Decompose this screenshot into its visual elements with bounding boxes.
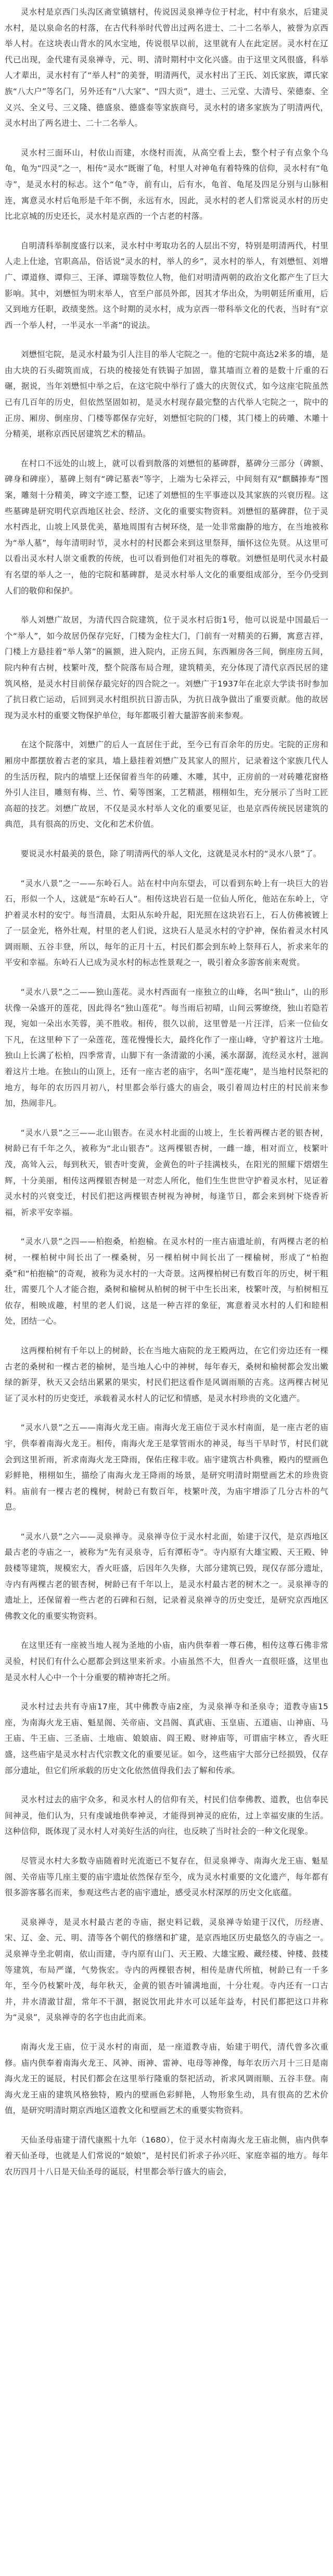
paragraph: “灵水八景”之六——灵泉禅寺。灵泉禅寺位于灵水村北面，始建于汉代，是京西地区最古老的寺庙之一，被称为“先有灵泉寺，后有潭柘寺”。寺内原有大雄宝殿、天王殿、钟鼓楼等建筑，规模宏大，香火旺盛，后因年久失修，大部分建筑已毁，现仅存部分遗址，寺内有两棵古老的银杏树，树龄已有千年以上，是灵水村最古老的树木之一。灵泉禅寺的遗址上，还保留着一些古老的石碑和石刻，记录着灵泉禅寺的历史变迁，是研究京西地区佛教文化的重要实物资料。	[5, 1531, 328, 1621]
paragraph: 尽管灵水村大多数寺庙随着时光流逝已不复存在，但灵泉禅寺、南海火龙王庙、魁星阁、关帝庙等几座主要的庙宇遗址依然保存至今，成为灵水村重要的文化遗产，每年都有很多游客慕名而来，参观这些古老的庙宇遗址，感受灵水村深厚的历史文化底蕴。	[5, 1856, 328, 1898]
paragraph: “灵水八景”之四——柏抱桑，柏抱榆。在灵水村的一座古庙遗址前，有两棵古老的柏树，一棵柏树中间长出了一棵桑树，另一棵柏树中间长出了一棵榆树，形成了“柏抱桑”和“柏抱榆”的奇观，被称为灵水村的一大奇景。这两棵柏树已有数百年的历史，树干粗壮，需要几个人才能合抱，桑树和榆树从柏树的树干中生长出来，枝繁叶茂，与柏树相互依存，相映成趣，村里的老人们说，这是一种吉祥的象征，寓意着灵水村的人们和睦相处，团结一心。	[5, 1237, 328, 1326]
paragraph: 天仙圣母庙建于清代康熙十九年（1680），位于灵水村南海火龙王庙北侧，庙内供奉着天仙圣母，也就是人们常说的“娘娘”，是村民们祈求子孙兴旺、家庭幸福的地方。每年农历四月十八日是天仙圣母的诞辰，村里都会举行盛大的庙会，	[5, 2135, 328, 2177]
paragraph: 这两棵柏树有千年以上的树龄，长在当地大庙院的龙王殿两边，在它们旁边还有一棵古老的桑树和一棵古老的榆树，是当地人心中的神树，每年春天，桑树和榆树都会发出嫩绿的新芽，秋天又会结出累累的果实，村民们把这看作是风调雨顺的吉兆。这两棵古树见证了灵水村的历史变迁，承载着灵水村人的记忆和情感，是灵水村珍贵的文化遗产。	[5, 1345, 328, 1403]
paragraph: 灵水村三面环山，村依山而建，水绕村而流，从高空看上去，整个村子有点象个乌龟，龟为“四灵”之一，相传“灵水”既谢了龟，村里人对神龟有着特殊的信仰，灵水村有“龟寺”，是灵水村的标志。这个“龟”寺，前有山，后有水，龟首、龟尾及四足分别与山脉相连，寓意灵水村后龟形是千年不倒，永远有水，因此，灵水村的老人们常说灵水村的历史比北京城的历史还长，灵水村是京西的一个古老的村落。	[5, 148, 328, 221]
paragraph: 灵泉禅寺，是灵水村最古老的寺庙，据史料记载，灵泉禅寺始建于汉代，历经唐、宋、辽、金、元、明、清等各个朝代的修缮和扩建，是京西地区历史最悠久的寺庙之一。灵泉禅寺坐北朝南，依山而建，寺内原有山门、天王殿、大雄宝殿、藏经楼、钟楼、鼓楼等建筑，布局严谨，气势恢宏。寺内的两棵银杏树，相传是唐代所植，树龄已有一千多年，至今仍枝繁叶茂，每年秋天，金黄的银杏叶铺满地面，十分壮观。寺内还有一口古井，井水清澈甘甜，常年不干涸，据说饮用此井水可以延年益寿，村民们都把这口井称为“灵泉”，灵泉禅寺的名字也由此而来。	[5, 1917, 328, 2023]
paragraph: 在这个院落中，刘懋广的后人一直居住于此，至今已有百余年的历史。宅院的正房和厢房中都摆放着古老的家具，墙上悬挂着刘懋广及其家人的照片，记录着这个家族几代人的生活历程，院内的墙壁上还保留着当年的砖雕、木雕，其中，正房前的一对砖雕花窗格外引人注目，雕刻有梅、兰、竹、菊等图案，工艺精湛，栩栩如生，充分展示了当时工匠高超的技艺。刘懋广故居，不仅是灵水村举人文化的重要见证，也是京西传统民居建筑的典范，具有很高的历史、文化和艺术价值。	[5, 740, 328, 829]
paragraph: 灵水村过去共有寺庙17座，其中佛教寺庙2座，为灵泉禅寺和圣泉寺；道教寺庙15座，为南海火龙王庙、魁星阁、关帝庙、文昌阁、真武庙、玉皇庙、五道庙、山神庙、马王庙、牛王庙、三圣庙、土地庙、娘娘庙、阎王殿、财神庙等，可谓庙宇林立，香火旺盛，这些庙宇是灵水村古代宗教文化的重要见证。如今，这些庙宇大部分已经损毁，仅存部分遗址，但它们所承载的历史文化依然值得我们去了解和传承。	[5, 1702, 328, 1775]
paragraph: 刘懋恒宅院，是灵水村最为引人注目的举人宅院之一。他的宅院中高达2米多的墙，是由大块的石头砌筑而成，石块的棱接处有铁锔子加固，靠其墙而立着的是数十斤重的石碾，据说，当年刘懋恒中举之后，在这宅院中举行了盛大的庆贺仪式，如今这座宅院虽然已有几百年的历史，但依然坚固如初，是灵水村现存最完整的古代举人宅院之一，院中的正房、厢房、倒座房、门楼等都保存完好，刘懋恒宅院的门楼，其门楼上的砖雕、木雕十分精美，堪称京西民居建筑艺术的精品。	[5, 350, 328, 439]
paragraph: “灵水八景”之三——北山银杏。在灵水村北面的山坡上，生长着两棵古老的银杏树，树龄已有千年之久，被称为“北山银杏”。这两棵银杏树，一雌一雄，相对而立，枝繁叶茂，高耸入云，每到秋天，银杏叶变黄，金黄色的叶子挂满枝头，在阳光的照耀下熠熠生辉，十分美丽，相传这两棵银杏树是一对恋人所化，他们生生世世守护着灵水村，见证着灵水村的兴衰变迁，村民们把这两棵银杏树视为神树，每逢节日，都会来到树下烧香祈福，祈求平安幸福。	[5, 1128, 328, 1217]
paragraph: 南海火龙王庙，位于灵水村的南面，是一座道教寺庙，始建于明代，清代曾多次重修。庙内供奉着南海火龙王、风神、雨神、雷神、电母等神像，每年农历六月十三日是南海火龙王的诞辰，村民们都会在这里举行隆重的祭祀活动，祈求风调雨顺、五谷丰登。南海火龙王庙的建筑风格独特，殿内的壁画色彩鲜艳，人物形象生动，具有很高的艺术价值，是研究明清时期京西地区道教文化和壁画艺术的重要实物资料。	[5, 2042, 328, 2116]
paragraph: 要说灵水村最美的景色，除了明清两代的举人文化，这就是灵水村的“灵水八景”了。	[20, 849, 322, 858]
paragraph: “灵水八景”之五——南海火龙王庙。南海火龙王庙位于灵水村南面，是一座古老的庙宇，供奉着南海火龙王。相传，南海火龙王是掌管雨水的神灵，每当干旱时节，村民们就会到这里祈雨，祈求南海火龙王降雨，保佑庄稼丰收。庙宇建筑古朴典雅，殿内的壁画色彩鲜艳，栩栩如生，描绘了南海火龙王降雨的场景，是研究明清时期壁画艺术的珍贵资料。庙前有一棵古老的槐树，树龄已有数百年，枝繁叶茂，为庙宇增添了几分古朴的气息。	[5, 1423, 328, 1512]
paragraph: “灵水八景”之二——独山莲花。灵水村西面有一座独立的山峰，名叫“独山”，山的形状像一朵盛开的莲花，因此得名“独山莲花”。每当雨后初晴，山间云雾缭绕，独山若隐若现，宛如一朵出水芙蓉，美不胜收。相传，很久以前，这里曾是一片汪洋，后来一位仙女下凡，在这里种下了一朵莲花，莲花慢慢长大，最终化作了一座山峰，守护着这片土地。独山上长满了松柏，四季常青，山脚下有一条清澈的小溪，溪水潺潺，流经灵水村，滋润着这片土地。在独山的山顶上，还有一座古老的庙宇，名叫“莲花庵”，是当地村民祭祀的地方，每年的农历四月初八，村里都会举行盛大的庙会，吸引着周边村庄的村民前来参加，热闹非凡。	[5, 987, 328, 1108]
paragraph: 灵水村是京西门头沟区斋堂镇辖村，传说因灵泉禅寺位于村北，村中有泉水，后建灵水村，是以泉命名的村落，在古代科举时代曾出过两名进士、二十二名举人，被誉为京西举人村。在这块表山背水的风水宝地，传说很早以前，这里就有人在此定居。灵水村在辽代已出现，金代建有灵泉禅寺，元、明、清时期村中文化兴盛。由于这里文风很盛，科举人才辈出，灵水村有了“举人村”的美誉，明清两代，灵水村出了王氏、刘氏家族，谭氏家族“八大户”等名门，另外还有“八大家”、“四大贡”，进士、三元堂、大清号、荣德泰、全义兴、全义号、三义隆、德盛泉、德盛泰等家族商号，灵水村的诸多家族为了明清两代，灵水村出了两名进士、二十二名举人。	[5, 7, 328, 128]
paragraph: 自明清科举制度盛行以来，灵水村中考取功名的人层出不穷，特别是明清两代，村里人走上仕途，官职高品，俗话说“灵水的村，举人的乡”，灵水村的举人，有刘懋恒、刘增广、谭道修、谭仰三、王泽、谭瑞等数位人物，他们对明清两朝的政治文化都产生了巨大影响。其中，刘懋恒为明末举人，官至户部员外郎，因其才华出众，为明朝廷所重用，后又到地方任职，政绩斐然。这个时期的灵水村，成为京西一带科举文化的代表，当时有“京西一个举人村，一半灵水一半斋”的说法。	[5, 241, 328, 330]
paragraph: 灵水村过去的庙宇众多，和灵水村人的信仰有关，村民们信奉佛教、道教，也信奉民间神灵，他们认为，只有虔诚地供奉神灵，才能得到神灵的庇佑，过上幸福安康的生活。这种信仰，既体现了灵水村人对美好生活的向往，也反映了当时社会的一种文化现象。	[5, 1795, 328, 1837]
paragraph: 举人刘懋广故居，为清代四合院建筑，位于灵水村后街1号，他可以说是中国最后一个“举人”，如今故居仍保存完好，门楼为金柱大门，门前有一对精美的石狮，寓意吉祥，门楼上方悬挂着“举人第”的匾额，进入院内，正房五间，东西厢房各三间，倒座房五间，院内种有古树，枝繁叶茂，整个院落布局合理，建筑精美，充分体现了清代京西民居的建筑风格，是灵水村目前保存最完好的四合院之一。刘懋广于1937年在北京大学读书时参加了抗日救亡运动，后回到灵水村组织抗日游击队，为抗日战争做出了重要贡献。他的故居现为灵水村的重要文物保护单位，每年都吸引着大量游客前来参观。	[5, 615, 328, 720]
paragraph: 在这里还有一座被当地人视为圣地的小庙，庙内供奉着一尊石佛，相传这尊石佛非常灵验，村民们有什么心愿都会到这里来祈求。小庙虽然不大，但香火一直很旺盛，这里也是灵水村人心中一个十分重要的精神寄托之所。	[5, 1641, 328, 1682]
paragraph: “灵水八景”之一——东岭石人。站在村中向东望去，可以看到东岭上有一块巨大的岩石，形似一个人，这就是“东岭石人”。相传这块岩石是一位仙人所化，他站在东岭上，守护着灵水村的安宁。每当清晨，太阳从东岭升起，阳光照在这块岩石上，石人仿佛被镀上了一层金光，格外壮观，村里的老人们说，这块石人是灵水村的守护神，保佑着灵水村风调雨顺、五谷丰登，所以，每年的正月十五，村民们都会到东岭上祭拜石人，祈求来年的平安和幸福。东岭石人已成为灵水村的标志性景观之一，吸引着众多游客前来观赏。	[5, 878, 328, 968]
paragraph: 在村口不远处的山坡上，就可以看到散落的刘懋恒的墓碑群，墓碑分三部分（碑额、碑身和碑座），墓碑上刻有“碑记墓表”等字，上端为七朵祥云，中间刻有双“麒麟捧寿”图案，雕刻十分精美，碑文字迹工整，记述了刘懋恒的生平事迹以及其家族的兴衰历程。这些墓碑是研究明代京西地区社会、经济、文化的重要实物资料。刘懋恒的墓碑群，位于灵水村西北，山坡上风景优美，墓地周围有古树环绕，是一处非常幽静的地方，在当地被称为“举人墓”，每年清明时节，灵水村的村民都会来到这里祭拜，缅怀这位先贤。从这里可以看出灵水村人崇文重教的传统，也可以看到他们对祖先的尊敬。刘懋恒是明代灵水村最有名望的举人之一，他的宅院和墓碑群，是灵水村举人文化的重要组成部分，至今仍受到人们的敬仰和保护。	[5, 458, 328, 596]
